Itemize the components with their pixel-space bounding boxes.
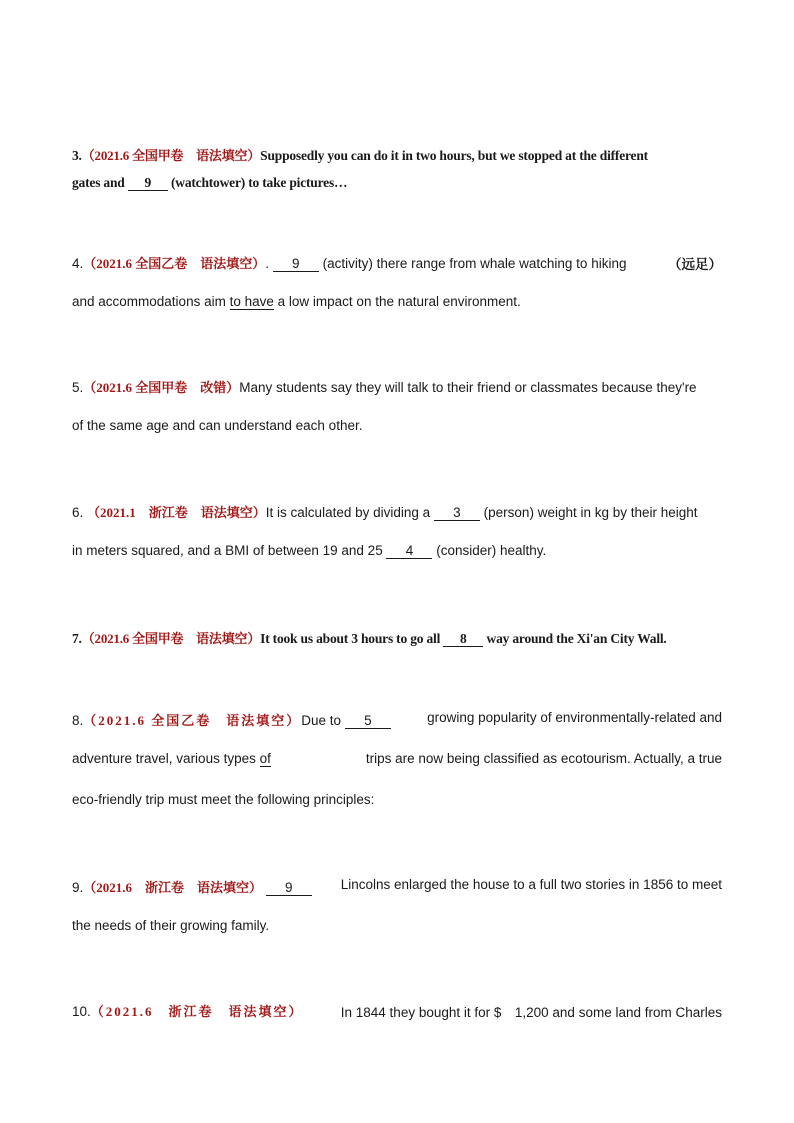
q3-line1-text: Supposedly you can do it in two hours, but we stopped at the different: [260, 148, 648, 163]
q8-line2-before: adventure travel, various types: [72, 751, 256, 766]
q9-number: 9.: [72, 880, 84, 895]
q6-line1-before: It is calculated by dividing a: [265, 505, 431, 520]
q7-number: 7.: [72, 631, 82, 646]
q3-line2-after: (watchtower) to take pictures…: [170, 175, 348, 190]
q9-blank: 9: [266, 880, 312, 896]
q6-line1-after: (person) weight in kg by their height: [483, 505, 698, 520]
q4-dot: .: [265, 256, 270, 271]
q6-line2-after: (consider) healthy.: [436, 543, 547, 558]
q8-line2-after: trips are now being classified as ecotourism. Actually, a true: [365, 751, 722, 766]
q8-line3-text: eco-friendly trip must meet the following principles:: [72, 792, 375, 807]
q4-line2-after: a low impact on the natural environment.: [277, 294, 521, 309]
q7-line-1: [72, 628, 667, 647]
q5-source: （2021.6 全国甲卷 改错）: [83, 380, 240, 395]
q8-underlined: of: [259, 751, 271, 766]
q3-number: 3.: [72, 148, 82, 163]
q3-line-2: [72, 175, 347, 191]
q8-source: （2021.6 全国乙卷 语法填空）: [83, 713, 302, 728]
q9-line-2: [72, 918, 269, 933]
q4-number: 4.: [72, 256, 84, 271]
q4-line-1: [72, 253, 722, 273]
q10-source: （2021.6 浙江卷 语法填空）: [90, 1004, 304, 1019]
q6-blank-1: 3: [434, 505, 480, 521]
q5-line-1: [72, 377, 722, 396]
q3-line-1: [72, 145, 722, 164]
q8-blank: 5: [345, 713, 391, 729]
q4-line-2: [72, 294, 521, 309]
q4-tag: （远足）: [668, 257, 722, 272]
q9-line1-after: Lincolns enlarged the house to a full two stories in 1856 to meet: [340, 877, 722, 892]
q8-line-3: [72, 792, 374, 807]
q7-before: It took us about 3 hours to go all: [260, 631, 441, 646]
q6-number: 6.: [72, 505, 84, 520]
q6-line-2: [72, 543, 546, 559]
q4-line2-before: and accommodations aim: [72, 294, 226, 309]
q10-number: 10.: [72, 1004, 91, 1019]
q10-line1-text: In 1844 they bought it for $ 1,200 and some land from Charles: [340, 1005, 722, 1020]
q9-source: （2021.6 浙江卷 语法填空）: [83, 880, 263, 895]
q6-source: （2021.1 浙江卷 语法填空）: [87, 505, 266, 520]
q8-line1-before: Due to: [301, 713, 342, 728]
q5-number: 5.: [72, 380, 84, 395]
q9-line-1: [72, 877, 722, 896]
q4-source: （2021.6 全国乙卷 语法填空）: [83, 256, 266, 271]
q8-line-2: [72, 751, 722, 766]
q8-line-1: [72, 710, 722, 729]
q6-line-1: [72, 502, 722, 521]
q5-line2-text: of the same age and can understand each other.: [72, 418, 363, 433]
q5-line-2: [72, 418, 362, 433]
q4-underlined: to have: [229, 294, 274, 309]
q6-line2-before: in meters squared, and a BMI of between 19 and 25: [72, 543, 383, 558]
q3-line2-before: gates and: [72, 175, 125, 190]
q7-source: （2021.6 全国甲卷 语法填空）: [81, 631, 261, 646]
q4-line1-text: (activity) there range from whale watching to hiking: [322, 256, 627, 271]
q3-blank: 9: [128, 175, 168, 191]
q3-source: （2021.6 全国甲卷 语法填空）: [81, 148, 261, 163]
q5-line1-text: Many students say they will talk to their friend or classmates because they're: [239, 380, 697, 395]
q7-after: way around the Xi'an City Wall.: [486, 631, 667, 646]
q8-line1-after: growing popularity of environmentally-related and: [427, 710, 722, 725]
q6-blank-2: 4: [386, 543, 432, 559]
q8-number: 8.: [72, 713, 84, 728]
q9-line2-text: the needs of their growing family.: [72, 918, 270, 933]
q4-blank: 9: [273, 256, 319, 272]
q10-line-1: [72, 1001, 722, 1021]
q7-blank: 8: [443, 631, 483, 647]
